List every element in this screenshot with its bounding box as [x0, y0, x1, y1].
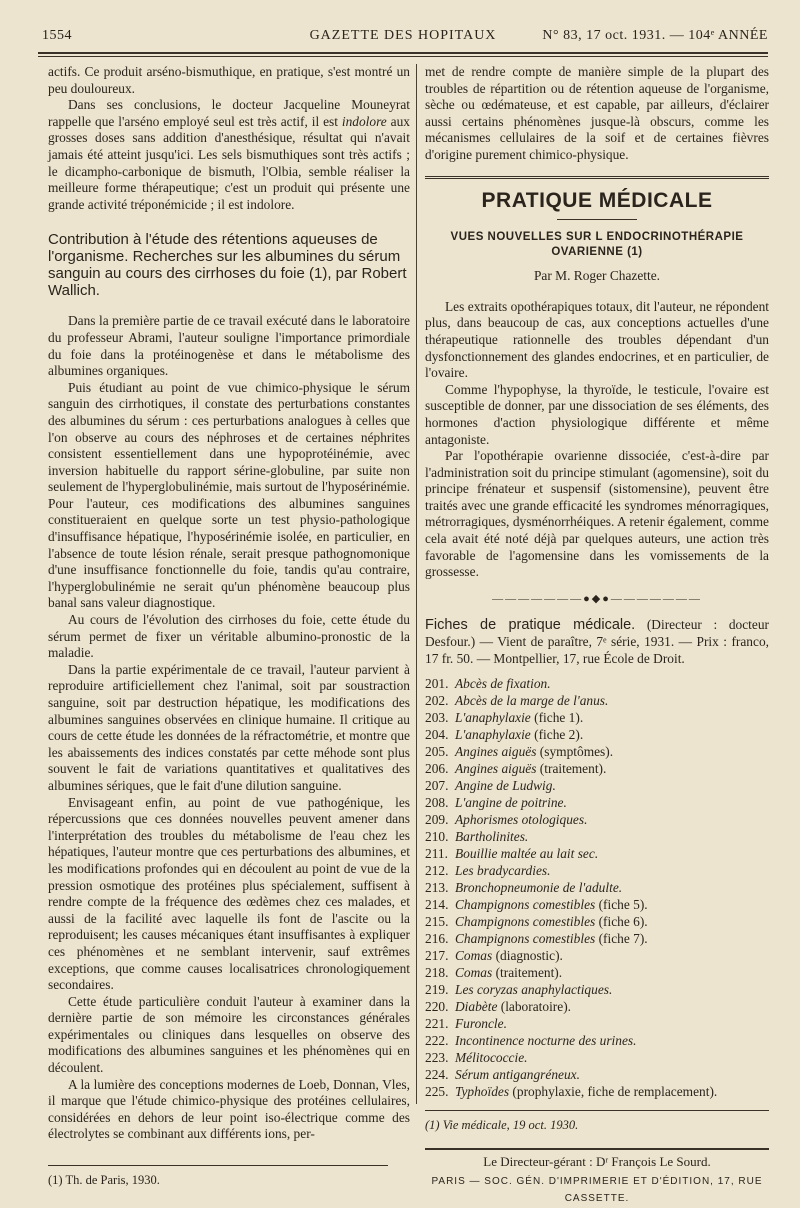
item-extra: (fiche 2). — [530, 727, 584, 743]
body-paragraph: Dans la première partie de ce travail exécuté dans le laboratoire du professeur Abrami, l'auteur souligne l'importance primordiale du foie dans la protéinogenèse et dans le métabolisme des albumines organiques. — [48, 313, 410, 379]
fiches-list — [425, 675, 769, 1100]
item-number: 214. — [425, 897, 449, 913]
item-number: 223. — [425, 1050, 449, 1066]
column-divider — [416, 64, 417, 1104]
conclusions-paragraph — [48, 97, 410, 213]
item-title: Les coryzas anaphylactiques. — [455, 982, 613, 998]
header-rule-thin — [38, 56, 768, 57]
section-separator — [425, 176, 769, 179]
item-title: Champignons comestibles — [455, 914, 596, 930]
list-item — [425, 675, 769, 692]
printer-line: PARIS — SOC. GÉN. D'IMPRIMERIE ET D'ÉDITION, 17, RUE CASSETTE. — [431, 1176, 763, 1204]
item-number: 215. — [425, 914, 449, 930]
item-number: 225. — [425, 1084, 449, 1100]
footnote-text: (1) Vie médicale, 19 oct. 1930. — [425, 1118, 579, 1133]
title-rule — [557, 219, 637, 220]
item-number: 217. — [425, 948, 449, 964]
list-item — [425, 998, 769, 1015]
item-title: Abcès de fixation. — [455, 676, 551, 692]
item-number: 202. — [425, 693, 449, 709]
body-paragraph: A la lumière des conceptions modernes de Loeb, Donnan, Vles, il marque que l'étude chimico-physique des protéines cellulaires, considérées en dehors de leur point iso-électrique comme des électrolytes se combinant aux différents ions, per- — [48, 1076, 410, 1142]
list-item — [425, 1032, 769, 1049]
page-header — [38, 26, 768, 46]
item-title: L'angine de poitrine. — [455, 795, 567, 811]
item-number: 206. — [425, 761, 449, 777]
list-item — [425, 743, 769, 760]
item-number: 219. — [425, 982, 449, 998]
body-paragraph: Envisageant enfin, au point de vue pathogénique, les répercussions que ces données nouvelles peuvent amener dans l'interprétation des troubles du métabolisme de l'eau chez les hépatiques, l'auteur montre que ces perturbations des albumines, et les modifications profondes qui en découlent au point de vue de la pression osmotique des protéines plus spécialement, suffisent à rendre compte de la fréquence des œdèmes chez ces malades, et aussi de la facilité avec laquelle ils font de l'ascite ou la reproduisent; les causes mécaniques étant insuffisantes à expliquer ces phénomènes et ne semblant intervenir, sauf extrêmes exceptions, que comme causes localisatrices chronologiquement secondaires. — [48, 794, 410, 993]
item-number: 201. — [425, 676, 449, 692]
page-number: 1554 — [42, 28, 72, 43]
left-column — [48, 64, 410, 1189]
list-item — [425, 1015, 769, 1032]
conclusions-emphasis: indolore — [341, 113, 387, 129]
article-author: Par M. Roger Chazette. — [533, 268, 661, 284]
item-title: Abcès de la marge de l'anus. — [455, 693, 609, 709]
item-title: Bartholinites. — [455, 829, 529, 845]
item-title: L'anaphylaxie — [455, 727, 531, 743]
list-item — [425, 913, 769, 930]
list-item — [425, 777, 769, 794]
item-title: Champignons comestibles — [455, 897, 596, 913]
item-title: Les bradycardies. — [455, 863, 551, 879]
item-extra: (fiche 5). — [595, 897, 648, 913]
item-title: Angines aiguës — [455, 744, 537, 760]
footnote — [425, 1117, 769, 1134]
item-number: 212. — [425, 863, 449, 879]
list-item — [425, 862, 769, 879]
ornament-divider: ———————●◆●——————— — [492, 592, 702, 605]
item-title: L'anaphylaxie — [455, 710, 531, 726]
list-item — [425, 845, 769, 862]
item-title: Comas — [455, 948, 493, 964]
footnote-rule — [425, 1110, 769, 1111]
item-number: 218. — [425, 965, 449, 981]
item-number: 221. — [425, 1016, 449, 1032]
list-item — [425, 981, 769, 998]
list-item — [425, 726, 769, 743]
item-extra: (laboratoire). — [497, 999, 571, 1015]
header-rule — [38, 52, 768, 54]
list-item — [425, 879, 769, 896]
conclusions-text-a: Dans ses conclusions, le docteur Jacqueline Mouneyrat rappelle que l'arséno employé seul est très actif, il est — [48, 97, 410, 129]
item-number: 204. — [425, 727, 449, 743]
list-item — [425, 1083, 769, 1100]
item-title: Angines aiguës — [455, 761, 537, 777]
article-paragraph: Les extraits opothérapiques totaux, dit l'auteur, ne répondent plus, dans beaucoup de cas, aux conceptions actuelles d'une thérapeutique rationnelle des troubles dépendant d'un dysfonctionnement des glandes endocrines, et en particulier, de l'ovaire. — [425, 298, 769, 381]
item-number: 220. — [425, 999, 449, 1015]
item-number: 205. — [425, 744, 449, 760]
item-title: Aphorismes otologiques. — [455, 812, 588, 828]
journal-title: GAZETTE DES HOPITAUX — [309, 28, 497, 43]
list-item — [425, 947, 769, 964]
item-number: 216. — [425, 931, 449, 947]
list-item — [425, 964, 769, 981]
item-title: Bouillie maltée au lait sec. — [455, 846, 599, 862]
article-paragraph: Par l'opothérapie ovarienne dissociée, c'est-à-dire par l'administration soit du principe stimulant (agomensine), soit du principe frénateur et suspensif (sistomensine), peuvent être traités avec une grande efficacité les syndromes ménorragiques, métrorragiques, dysménorrhéiques. A retenir également, comme cela avait été noté déjà par quelques auteurs, une action très favorable de l'agomensine dans les vomissements de la grossesse. — [425, 448, 769, 580]
item-title: Bronchopneumonie de l'adulte. — [455, 880, 623, 896]
footnote: (1) Th. de Paris, 1930. — [48, 1173, 160, 1188]
item-title: Diabète — [455, 999, 498, 1015]
body-paragraph: Puis étudiant au point de vue chimico-physique le sérum sanguin des cirrhotiques, il constate des perturbations constantes des albumines du sérum : ces perturbations analogues à celles que l'on observe au cours des néphroses et de certaines néphrites consistent essentiellement dans une hypoprotéinémie, avec inversion habituelle du rapport sérine-globuline, par suite non seulement de l'hyperglobulinémie, mais surtout de l'hyposérinémie. Pour l'auteur, ces modifications des albumines sanguines constitueraient en quelque sorte un test physio-pathologique d'insuffisance hépatique, l'hyposérinémie isolée, en particulier, en l'absence de toute lésion rénale, serait presque pathognomonique d'une insuffisance fonctionnelle du foie, tandis qu'au contraire, l'hyperglobulinémie ne serait qu'un phénomène beaucoup plus banal sans valeur diagnostique. — [48, 379, 410, 611]
issue-info: N° 83, 17 oct. 1931. — 104ᵉ ANNÉE — [542, 28, 768, 43]
list-item — [425, 709, 769, 726]
item-number: 203. — [425, 710, 449, 726]
list-item — [425, 828, 769, 845]
item-number: 213. — [425, 880, 449, 896]
list-item — [425, 1049, 769, 1066]
section-title: Contribution à l'étude des rétentions aqueuses de l'organisme. Recherches sur les albumines du sérum sanguin au cours des cirrhoses du foie (1), par Robert Wallich. — [48, 231, 407, 300]
list-item — [425, 794, 769, 811]
item-title: Comas — [455, 965, 493, 981]
item-number: 208. — [425, 795, 449, 811]
article-subtitle: VUES NOUVELLES SUR L ENDOCRINOTHÉRAPIE OVARIENNE (1) — [450, 231, 744, 259]
item-number: 207. — [425, 778, 449, 794]
item-extra: (fiche 1). — [530, 710, 584, 726]
gerant-line: Le Directeur-gérant : Dʳ François Le Sourd. — [425, 1148, 769, 1171]
item-number: 211. — [425, 846, 448, 862]
list-item — [425, 1066, 769, 1083]
item-title: Incontinence nocturne des urines. — [455, 1033, 637, 1049]
item-extra: (traitement). — [492, 965, 563, 981]
body-paragraph: Au cours de l'évolution des cirrhoses du foie, cette étude du sérum permet de fixer un véritable albumino-pronostic de la maladie. — [48, 612, 410, 661]
footnote-rule — [48, 1165, 388, 1166]
item-number: 222. — [425, 1033, 449, 1049]
item-number: 224. — [425, 1067, 449, 1083]
fiches-title: Fiches de pratique médicale. — [425, 617, 636, 634]
right-column — [425, 64, 769, 1208]
body-paragraph: Dans la partie expérimentale de ce travail, l'auteur parvient à reproduire artificiellement chez l'animal, soit par soustraction sanguine, soit par destruction hépatique, les modifications des albumines sanguines observées en clinique humaine. Il critique au cours de cette étude les données de la réfractométrie, et montre que les abaissements des indices constatés par cette méhode sont plus souvent le fait de variations quantitatives et qualitatives des albumines sériques, que le fait d'une dilution sanguine. — [48, 661, 410, 793]
body-paragraph: Cette étude particulière conduit l'auteur à examiner dans la dernière partie de son mémoire les circonstances générales expérimentales ou cliniques dans lesquelles on observe des modifications des albumines sanguines et les phénomènes qui en découlent. — [48, 993, 410, 1076]
list-item — [425, 760, 769, 777]
fiches-announcement — [425, 617, 769, 667]
item-title: Typhoïdes — [455, 1084, 510, 1100]
item-title: Mélitococcie. — [455, 1050, 528, 1066]
item-title: Sérum antigangréneux. — [455, 1067, 580, 1083]
item-extra: (diagnostic). — [492, 948, 563, 964]
continuation-paragraph: met de rendre compte de manière simple de la plupart des troubles de répartition ou de rétention aqueuse de l'organisme, sèche ou œdémateuse, et est capable, par ailleurs, d'éclairer aussi certains phénomènes jusque-là obscurs, comme les mécanismes cellulaires de la soif et de certaines fièvres d'origine purement chimico-physique. — [425, 64, 769, 162]
item-extra: (prophylaxie, fiche de remplacement). — [509, 1084, 718, 1100]
list-item — [425, 811, 769, 828]
item-extra: (fiche 7). — [595, 931, 648, 947]
item-title: Champignons comestibles — [455, 931, 596, 947]
article-paragraph: Comme l'hypophyse, la thyroïde, le testicule, l'ovaire est susceptible de donner, par une dissociation de ses éléments, des hormones d'action physiologique différente et même antagoniste. — [425, 381, 769, 447]
item-title: Furoncle. — [455, 1016, 507, 1032]
intro-paragraph: actifs. Ce produit arséno-bismuthique, en pratique, s'est montré un peu douloureux. — [48, 64, 410, 96]
fiches-details: (Directeur : docteur Desfour.) — Vient de paraître, 7ᵉ série, 1931. — Prix : franco, 17 fr. 50. — Montpellier, 17, rue École de Droit. — [425, 617, 769, 666]
item-title: Angine de Ludwig. — [455, 778, 556, 794]
item-number: 210. — [425, 829, 449, 845]
item-extra: (fiche 6). — [595, 914, 648, 930]
item-extra: (traitement). — [536, 761, 607, 777]
conclusions-text-b: aux grosses doses sans addition d'anesthésique, résultat qui n'avait jamais été atteint jusqu'ici. Les sels bismuthiques sont très actifs ; le dicampho-carbonique de bismuth, l'Olbia, semble réaliser la meilleure forme thérapeutique; c'est un produit qui présente une grande activité tréponémicide ; il est indolore. — [48, 113, 410, 212]
list-item — [425, 930, 769, 947]
list-item — [425, 896, 769, 913]
pratique-medicale-title: PRATIQUE MÉDICALE — [481, 188, 713, 212]
item-extra: (symptômes). — [536, 744, 614, 760]
item-number: 209. — [425, 812, 449, 828]
list-item — [425, 692, 769, 709]
